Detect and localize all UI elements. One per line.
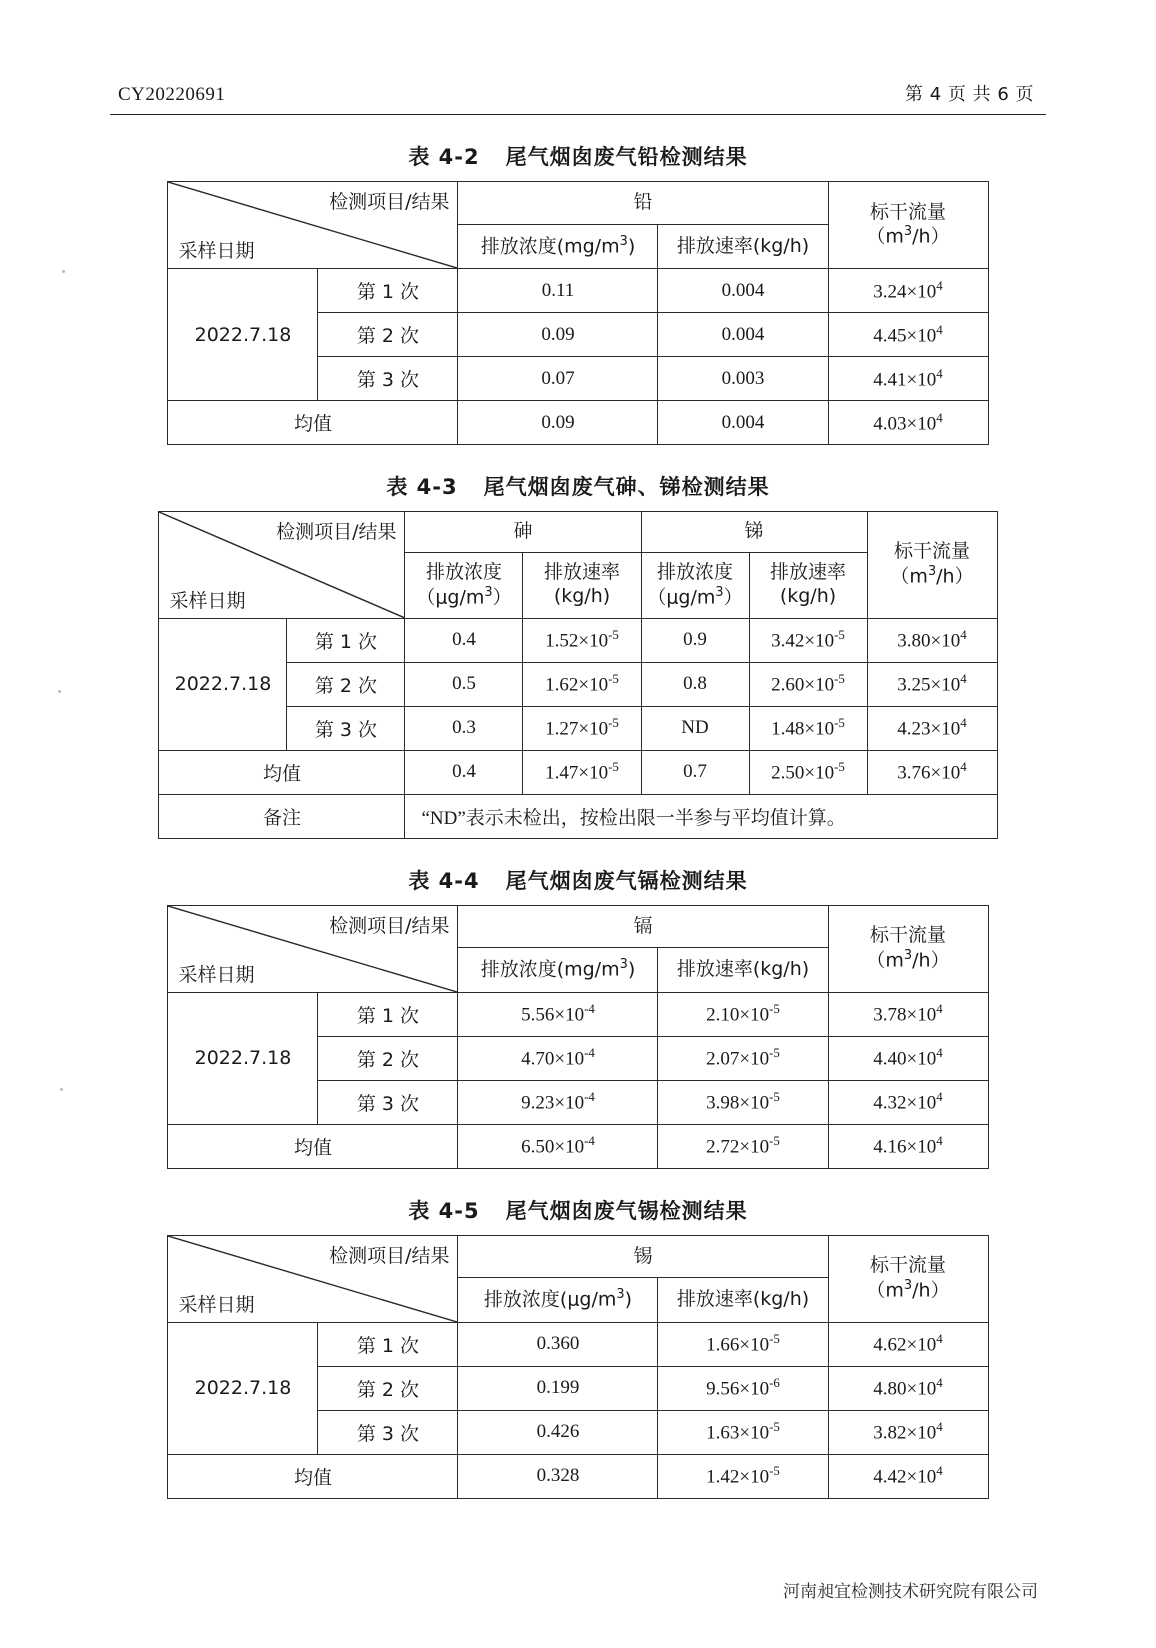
mean-as-rate: $1.47\times 10^{-5}$ (523, 750, 641, 794)
cell-flow: $4.40\times 10^4$ (828, 1036, 988, 1080)
cell-as-rate: $1.62\times 10^{-5}$ (523, 662, 641, 706)
cell-sb-rate: $3.42\times 10^{-5}$ (749, 618, 867, 662)
mean-sb-rate: $2.50\times 10^{-5}$ (749, 750, 867, 794)
cell-rate: $2.10\times 10^{-5}$ (658, 992, 828, 1036)
group-header-antimony: 锑 (641, 512, 867, 553)
table-mean-row (168, 401, 988, 445)
mean-rate: $1.42\times 10^{-5}$ (658, 1454, 828, 1498)
corner-bottom-left-label: 采样日期 (169, 589, 246, 612)
corner-top-right-label: 检测项目/结果 (329, 191, 450, 213)
cell-flow: $4.80\times 10^4$ (828, 1366, 988, 1410)
subheader-sb-rate: 排放速率 (kg/h) (749, 552, 867, 618)
table-row (159, 618, 997, 662)
mean-flow: $3.76\times 10^4$ (867, 750, 997, 794)
cell-sb-rate: $1.48\times 10^{-5}$ (749, 706, 867, 750)
table-header-row (168, 1235, 988, 1278)
table-note-row (159, 794, 997, 838)
sample-seq: 第 2 次 (318, 1366, 458, 1410)
cell-concentration: $9.23\times 10^{-4}$ (458, 1080, 658, 1124)
results-table-arsenic-antimony (158, 511, 997, 839)
subheader-sb-concentration: 排放浓度 $(\mu g/m^3)$ (641, 552, 749, 618)
report-code: CY20220691 (118, 84, 226, 105)
sample-date: 2022.7.18 (168, 1322, 318, 1454)
table-row (168, 992, 988, 1036)
group-header-flow: 标干流量 $(m^3/h)$ (828, 905, 988, 992)
page-footer (0, 1577, 1156, 1602)
corner-top-right-label: 检测项目/结果 (276, 521, 397, 543)
cell-sb-concentration: 0.8 (641, 662, 749, 706)
sample-seq: 第 2 次 (287, 662, 405, 706)
cell-as-concentration: 0.4 (405, 618, 523, 662)
mean-concentration: 0.328 (458, 1454, 658, 1498)
cell-sb-concentration: ND (641, 706, 749, 750)
group-header-pollutant: 镉 (458, 905, 828, 948)
table-row (168, 1322, 988, 1366)
cell-concentration: 0.07 (458, 357, 658, 401)
mean-label: 均值 (168, 1454, 458, 1498)
mean-label: 均值 (168, 401, 458, 445)
results-table-cadmium (167, 905, 988, 1169)
cell-flow: $3.82\times 10^4$ (828, 1410, 988, 1454)
sample-seq: 第 3 次 (287, 706, 405, 750)
page-number: 第 4 页 共 6 页 (904, 84, 1034, 105)
mean-concentration: 0.09 (458, 401, 658, 445)
cell-rate: $1.66\times 10^{-5}$ (658, 1322, 828, 1366)
sample-seq: 第 2 次 (318, 1036, 458, 1080)
mean-label: 均值 (159, 750, 405, 794)
group-header-arsenic: 砷 (405, 512, 641, 553)
subheader-rate: 排放速率(kg/h) (658, 224, 828, 268)
corner-header-cell (159, 512, 405, 619)
group-header-pollutant: 锡 (458, 1235, 828, 1278)
cell-rate: 0.003 (658, 357, 828, 401)
cell-concentration: 0.199 (458, 1366, 658, 1410)
corner-bottom-left-label: 采样日期 (178, 240, 255, 262)
sample-date: 2022.7.18 (159, 618, 287, 750)
table-title-4-2 (100, 141, 1056, 171)
subheader-concentration: 排放浓度$(mg/m^3)$ (458, 948, 658, 992)
header-divider (110, 114, 1046, 115)
table-header-row (159, 512, 997, 553)
group-header-flow: 标干流量 $(m^3/h)$ (828, 182, 988, 269)
table-mean-row (159, 750, 997, 794)
corner-bottom-left-label: 采样日期 (178, 1293, 255, 1316)
table-number-4-2: 表 4-2 (408, 145, 480, 169)
cell-flow: $3.25\times 10^4$ (867, 662, 997, 706)
mean-as-concentration: 0.4 (405, 750, 523, 794)
table-mean-row (168, 1124, 988, 1168)
table-mean-row (168, 1454, 988, 1498)
cell-rate: $2.07\times 10^{-5}$ (658, 1036, 828, 1080)
table-caption-4-5: 尾气烟囱废气锡检测结果 (505, 1198, 748, 1223)
subheader-concentration: 排放浓度$(\mu g/m^3)$ (458, 1278, 658, 1322)
mean-sb-concentration: 0.7 (641, 750, 749, 794)
cell-rate: $1.63\times 10^{-5}$ (658, 1410, 828, 1454)
sample-seq: 第 1 次 (318, 992, 458, 1036)
note-text: “ND”表示未检出，按检出限一半参与平均值计算。 (405, 794, 997, 838)
cell-flow: $4.41\times 10^4$ (828, 357, 988, 401)
cell-as-concentration: 0.3 (405, 706, 523, 750)
corner-header-cell (168, 905, 458, 992)
subheader-rate: 排放速率(kg/h) (658, 948, 828, 992)
sample-seq: 第 3 次 (318, 1410, 458, 1454)
table-number-4-3: 表 4-3 (386, 475, 458, 499)
sample-seq: 第 2 次 (318, 313, 458, 357)
mean-concentration: $6.50\times 10^{-4}$ (458, 1124, 658, 1168)
cell-sb-concentration: 0.9 (641, 618, 749, 662)
cell-concentration: 0.11 (458, 269, 658, 313)
sample-seq: 第 1 次 (287, 618, 405, 662)
page-header (100, 80, 1056, 106)
table-title-4-4 (100, 865, 1056, 895)
corner-header-cell (168, 1235, 458, 1322)
subheader-rate: 排放速率(kg/h) (658, 1278, 828, 1322)
table-caption-4-4: 尾气烟囱废气镉检测结果 (505, 868, 748, 893)
mean-rate: 0.004 (658, 401, 828, 445)
cell-concentration: 0.426 (458, 1410, 658, 1454)
sample-seq: 第 1 次 (318, 269, 458, 313)
sample-seq: 第 3 次 (318, 1080, 458, 1124)
corner-top-right-label: 检测项目/结果 (329, 1244, 450, 1267)
subheader-as-concentration: 排放浓度 $(\mu g/m^3)$ (405, 552, 523, 618)
sample-date: 2022.7.18 (168, 992, 318, 1124)
sample-date: 2022.7.18 (168, 269, 318, 401)
corner-bottom-left-label: 采样日期 (178, 963, 255, 986)
group-header-pollutant: 铅 (458, 182, 828, 225)
table-caption-4-2: 尾气烟囱废气铅检测结果 (505, 145, 748, 169)
results-table-lead (167, 181, 988, 445)
cell-flow: $4.32\times 10^4$ (828, 1080, 988, 1124)
table-caption-4-3: 尾气烟囱废气砷、锑检测结果 (483, 475, 770, 499)
cell-flow: $3.78\times 10^4$ (828, 992, 988, 1036)
cell-rate: 0.004 (658, 313, 828, 357)
cell-sb-rate: $2.60\times 10^{-5}$ (749, 662, 867, 706)
corner-top-right-label: 检测项目/结果 (329, 914, 450, 937)
cell-rate: $9.56\times 10^{-6}$ (658, 1366, 828, 1410)
sample-seq: 第 1 次 (318, 1322, 458, 1366)
table-header-row (168, 905, 988, 948)
cell-as-rate: $1.52\times 10^{-5}$ (523, 618, 641, 662)
results-table-tin (167, 1235, 988, 1499)
cell-rate: 0.004 (658, 269, 828, 313)
mean-flow: $4.03\times 10^4$ (828, 401, 988, 445)
footer-company: 河南昶宜检测技术研究院有限公司 (783, 1582, 1038, 1602)
cell-flow: $3.80\times 10^4$ (867, 618, 997, 662)
subheader-concentration: 排放浓度$(mg/m^3)$ (458, 224, 658, 268)
mean-label: 均值 (168, 1124, 458, 1168)
cell-concentration: $5.56\times 10^{-4}$ (458, 992, 658, 1036)
table-row (168, 269, 988, 313)
table-title-4-5 (100, 1195, 1056, 1225)
subheader-as-rate: 排放速率 (kg/h) (523, 552, 641, 618)
corner-header-cell (168, 182, 458, 269)
table-number-4-4: 表 4-4 (408, 868, 480, 893)
group-header-flow: 标干流量 $(m^3/h)$ (828, 1235, 988, 1322)
table-title-4-3 (100, 471, 1056, 501)
cell-flow: $3.24\times 10^4$ (828, 269, 988, 313)
note-label: 备注 (159, 794, 405, 838)
cell-concentration: 0.360 (458, 1322, 658, 1366)
cell-as-concentration: 0.5 (405, 662, 523, 706)
cell-rate: $3.98\times 10^{-5}$ (658, 1080, 828, 1124)
table-header-row (168, 182, 988, 225)
cell-as-rate: $1.27\times 10^{-5}$ (523, 706, 641, 750)
cell-concentration: 0.09 (458, 313, 658, 357)
table-number-4-5: 表 4-5 (408, 1198, 480, 1223)
cell-flow: $4.23\times 10^4$ (867, 706, 997, 750)
mean-rate: $2.72\times 10^{-5}$ (658, 1124, 828, 1168)
cell-concentration: $4.70\times 10^{-4}$ (458, 1036, 658, 1080)
sample-seq: 第 3 次 (318, 357, 458, 401)
group-header-flow: 标干流量 $(m^3/h)$ (867, 512, 997, 619)
cell-flow: $4.45\times 10^4$ (828, 313, 988, 357)
mean-flow: $4.42\times 10^4$ (828, 1454, 988, 1498)
mean-flow: $4.16\times 10^4$ (828, 1124, 988, 1168)
cell-flow: $4.62\times 10^4$ (828, 1322, 988, 1366)
